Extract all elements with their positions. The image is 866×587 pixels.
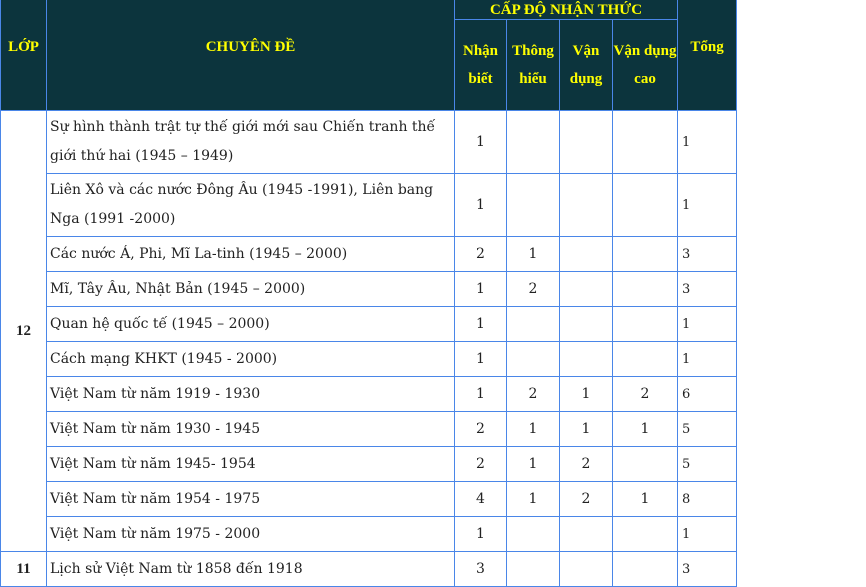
total-count-cell: 1 (678, 517, 737, 552)
header-grade: LỚP (1, 0, 47, 111)
apply-count-cell (560, 174, 613, 237)
topic-cell: Quan hệ quốc tế (1945 – 2000) (47, 307, 455, 342)
table-row (1, 412, 737, 447)
recognize-count-cell: 1 (455, 517, 507, 552)
understand-count-cell: 1 (507, 447, 560, 482)
header-level-understand: Thông hiểu (507, 20, 560, 111)
total-count-cell: 5 (678, 412, 737, 447)
apply-advanced-count-cell: 1 (613, 482, 678, 517)
apply-advanced-count-cell (613, 237, 678, 272)
table-header (1, 0, 737, 111)
recognize-count-cell: 1 (455, 111, 507, 174)
understand-count-cell: 2 (507, 377, 560, 412)
grade-cell: 11 (1, 552, 47, 587)
total-count-cell: 5 (678, 447, 737, 482)
apply-advanced-count-cell (613, 174, 678, 237)
header-topic: CHUYÊN ĐỀ (47, 0, 455, 111)
apply-advanced-count-cell: 2 (613, 377, 678, 412)
apply-count-cell: 2 (560, 482, 613, 517)
recognize-count-cell: 1 (455, 272, 507, 307)
apply-advanced-count-cell (613, 342, 678, 377)
total-count-cell: 1 (678, 342, 737, 377)
topic-cell: Việt Nam từ năm 1945- 1954 (47, 447, 455, 482)
total-count-cell: 3 (678, 237, 737, 272)
apply-count-cell (560, 237, 613, 272)
topic-cell: Việt Nam từ năm 1919 - 1930 (47, 377, 455, 412)
header-level-apply-advanced: Vận dụng cao (613, 20, 678, 111)
understand-count-cell: 1 (507, 482, 560, 517)
understand-count-cell (507, 111, 560, 174)
header-cognitive-levels: CẤP ĐỘ NHẬN THỨC (455, 0, 678, 20)
topic-cell: Mĩ, Tây Âu, Nhật Bản (1945 – 2000) (47, 272, 455, 307)
apply-count-cell (560, 552, 613, 587)
total-count-cell: 3 (678, 272, 737, 307)
apply-count-cell (560, 272, 613, 307)
apply-advanced-count-cell (613, 517, 678, 552)
apply-count-cell: 2 (560, 447, 613, 482)
table-row (1, 377, 737, 412)
understand-count-cell: 1 (507, 237, 560, 272)
table-row (1, 272, 737, 307)
table-row (1, 342, 737, 377)
understand-count-cell (507, 517, 560, 552)
recognize-count-cell: 1 (455, 342, 507, 377)
header-level-recognize: Nhận biết (455, 20, 507, 111)
recognize-count-cell: 2 (455, 447, 507, 482)
topic-cell: Việt Nam từ năm 1930 - 1945 (47, 412, 455, 447)
topic-cell: Sự hình thành trật tự thế giới mới sau Chiến tranh thế giới thứ hai (1945 – 1949) (47, 111, 455, 174)
apply-advanced-count-cell (613, 447, 678, 482)
table-row (1, 482, 737, 517)
understand-count-cell (507, 307, 560, 342)
recognize-count-cell: 2 (455, 412, 507, 447)
topic-cell: Lịch sử Việt Nam từ 1858 đến 1918 (47, 552, 455, 587)
grade-cell: 12 (1, 111, 47, 552)
recognize-count-cell: 1 (455, 377, 507, 412)
apply-count-cell (560, 111, 613, 174)
understand-count-cell (507, 342, 560, 377)
total-count-cell: 6 (678, 377, 737, 412)
total-count-cell: 8 (678, 482, 737, 517)
apply-count-cell (560, 342, 613, 377)
recognize-count-cell: 3 (455, 552, 507, 587)
recognize-count-cell: 1 (455, 307, 507, 342)
topic-cell: Cách mạng KHKT (1945 - 2000) (47, 342, 455, 377)
apply-advanced-count-cell (613, 272, 678, 307)
table-row (1, 307, 737, 342)
table-row (1, 517, 737, 552)
table-row (1, 552, 737, 587)
understand-count-cell: 2 (507, 272, 560, 307)
total-count-cell: 1 (678, 307, 737, 342)
apply-count-cell: 1 (560, 412, 613, 447)
topic-cell: Việt Nam từ năm 1954 - 1975 (47, 482, 455, 517)
total-count-cell: 1 (678, 111, 737, 174)
topic-cell: Các nước Á, Phi, Mĩ La-tinh (1945 – 2000) (47, 237, 455, 272)
recognize-count-cell: 4 (455, 482, 507, 517)
header-total: Tổng (678, 0, 737, 111)
table-row (1, 237, 737, 272)
understand-count-cell: 1 (507, 412, 560, 447)
header-level-apply: Vận dụng (560, 20, 613, 111)
recognize-count-cell: 1 (455, 174, 507, 237)
topic-cell: Việt Nam từ năm 1975 - 2000 (47, 517, 455, 552)
apply-advanced-count-cell: 1 (613, 412, 678, 447)
apply-advanced-count-cell (613, 552, 678, 587)
total-count-cell: 1 (678, 174, 737, 237)
apply-advanced-count-cell (613, 307, 678, 342)
understand-count-cell (507, 552, 560, 587)
table-row (1, 111, 737, 174)
total-count-cell: 3 (678, 552, 737, 587)
apply-count-cell (560, 307, 613, 342)
understand-count-cell (507, 174, 560, 237)
recognize-count-cell: 2 (455, 237, 507, 272)
topic-cell: Liên Xô và các nước Đông Âu (1945 -1991), Liên bang Nga (1991 -2000) (47, 174, 455, 237)
apply-count-cell (560, 517, 613, 552)
table-row (1, 447, 737, 482)
apply-advanced-count-cell (613, 111, 678, 174)
apply-count-cell: 1 (560, 377, 613, 412)
table-row (1, 174, 737, 237)
table-body (1, 111, 737, 587)
